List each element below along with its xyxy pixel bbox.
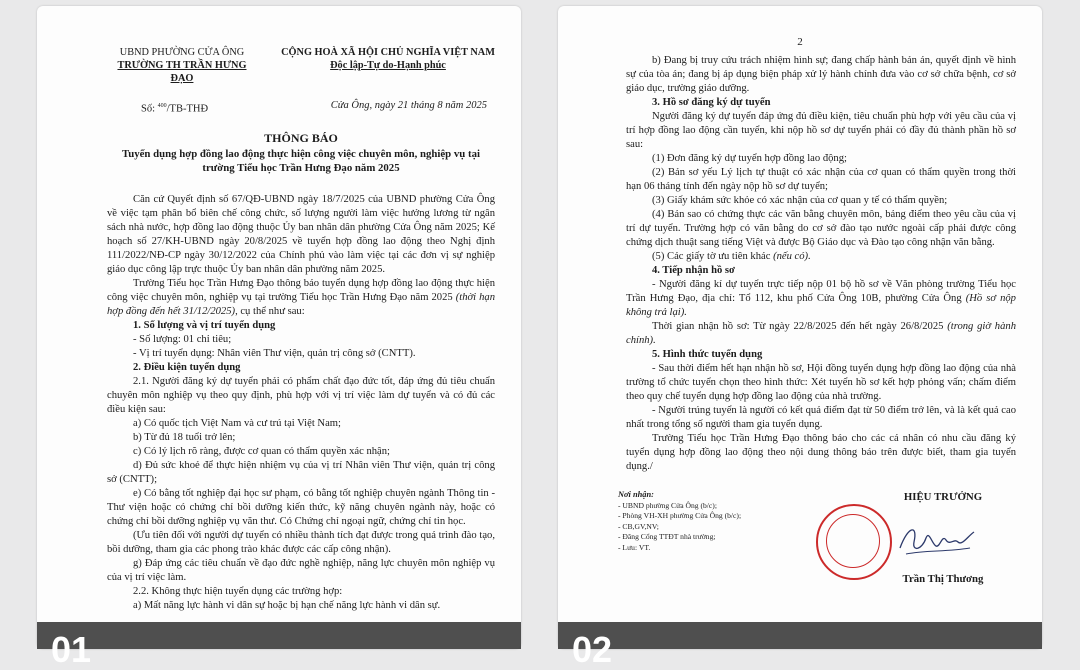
selection-method: - Sau thời điểm hết hạn nhận hồ sơ, Hội đồng tuyển dụng hợp đồng lao động của nhà trường tổ chức tuyển chọn theo hình thức: Xét tuyển hồ sơ kết hợp phỏng vấn; chấm điểm theo quy chế tuyển dụng hợp đồng lao động của nhà trường. xyxy=(626,363,1016,402)
document-item-5 xyxy=(626,250,1016,264)
reference-number xyxy=(141,99,208,117)
recipients-block xyxy=(618,490,818,553)
condition-e: e) Có bằng tốt nghiệp đại học sư phạm, có bằng tốt nghiệp chuyên ngành Thông tin - Thư viện hoặc có chứng chỉ bồi dưỡng kiến thức, kỹ năng chuyên ngành này, hoặc có chứng chỉ bồi dưỡng nghiệp vụ văn thư. Có Chứng chỉ ngoại ngữ, chứng chỉ tin học. xyxy=(107,487,495,527)
page-1-label: 01 xyxy=(51,629,92,670)
submission-location-text: - Người đăng kí dự tuyển trực tiếp nộp 01 bộ hồ sơ về Văn phòng trường Tiểu học Trần Hưng Đạo, địa chỉ: Tổ 112, khu phố Cửa Ông 10B, phường Cửa Ông xyxy=(626,279,1016,304)
page-2-label-bar xyxy=(558,622,1042,670)
nation-line-1: CỘNG HOÀ XÃ HỘI CHỦ NGHĨA VIỆT NAM xyxy=(281,47,495,58)
reference-row xyxy=(107,99,495,117)
document-item-1: (1) Đơn đăng ký dự tuyển hợp đồng lao động; xyxy=(652,153,847,164)
condition-2-1: 2.1. Người đăng ký dự tuyển phải có phẩm chất đạo đức tốt, đáp ứng đủ tiêu chuẩn chuyên môn nghiệp vụ theo quy định, phù hợp với vị trí việc làm dự tuyển và có đủ các điều kiện sau: xyxy=(107,375,495,415)
page-2-content xyxy=(618,54,1016,586)
submission-location-note: (Hồ sơ nộp không trả lại). xyxy=(626,293,1016,318)
seal-inner-ring xyxy=(826,514,880,568)
page-1-content xyxy=(107,46,495,613)
document-item-5-note: (nếu có). xyxy=(773,251,811,262)
ref-prefix: Số: xyxy=(141,103,156,115)
condition-g: g) Đáp ứng các tiêu chuẩn về đạo đức nghề nghiệp, năng lực chuyên môn nghiệp vụ của vị trí việc làm. xyxy=(107,557,495,583)
page-1-label-bar xyxy=(37,622,521,670)
condition-e-note: (Ưu tiên đối với người dự tuyển có nhiều thành tích đạt được trong quá trình đào tạo, bồi dưỡng, tham gia các phong trào khác được các cấp công nhận). xyxy=(107,529,495,555)
recipient-item: - UBND phường Cửa Ông (b/c); xyxy=(618,500,717,510)
doc-subject: Tuyển dụng hợp đồng lao động thực hiện công việc chuyên môn, nghiệp vụ tại trường Tiểu học Trần Hưng Đạo năm 2025 xyxy=(122,147,480,174)
signature-block xyxy=(868,490,1018,585)
section-4-heading: 4. Tiếp nhận hồ sơ xyxy=(652,265,735,276)
official-seal xyxy=(816,504,892,580)
signer-title: HIỆU TRƯỞNG xyxy=(903,491,983,503)
recipient-item: - Lưu: VT. xyxy=(618,542,651,552)
condition-b: b) Từ đủ 18 tuổi trở lên; xyxy=(133,431,236,443)
submission-location xyxy=(626,278,1016,320)
document-page-2 xyxy=(558,6,1042,670)
recipients-label: Nơi nhận: xyxy=(618,490,654,499)
national-motto xyxy=(281,46,495,85)
recipient-item: - Phòng VH-XH phường Cửa Ông (b/c); xyxy=(618,511,742,520)
condition-c: c) Có lý lịch rõ ràng, được cơ quan có thẩm quyền xác nhận; xyxy=(133,445,390,457)
section-2-heading: 2. Điều kiện tuyển dụng xyxy=(133,361,241,373)
nation-line-2: Độc lập-Tự do-Hạnh phúc xyxy=(330,60,446,71)
doc-type-title: THÔNG BÁO xyxy=(264,130,338,145)
section-5-heading: 5. Hình thức tuyển dụng xyxy=(652,349,763,360)
document-item-4: (4) Bản sao có chứng thực các văn bằng chuyên môn, bảng điểm theo yêu cầu của vị trí dự tuyển. Trường hợp có văn bằng do cơ sở đào tạo nước ngoài cấp phải được công chứng dịch thuật sang tiếng Việt và được Bộ Giáo dục và Đào tạo công nhận văn bằng. xyxy=(626,209,1016,248)
document-header xyxy=(107,46,495,85)
section-1-heading: 1. Số lượng và vị trí tuyển dụng xyxy=(133,319,276,331)
winning-criteria: - Người trúng tuyển là người có kết quả điểm đạt từ 50 điểm trở lên, và là kết quả cao nhất trong tổng số người tham gia tuyển dụng. xyxy=(626,405,1016,430)
intro-contract-term: (thời hạn hợp đồng đến hết 31/12/2025) xyxy=(107,291,495,317)
legal-basis-paragraph: Căn cứ Quyết định số 67/QĐ-UBND ngày 18/7/2025 của UBND phường Cửa Ông về việc tạm phân bổ biên chế công chức, số lượng người làm việc hưởng lương từ ngân sách nhà nước, hợp đồng lao động thuộc Ủy ban nhân dân phường Cửa Ông năm 2025; Kế hoạch số 27/KH-UBND ngày 20/8/2025 về tuyển hợp đồng lao động theo Nghị định 111/2022/NĐ-CP ngày 30/12/2022 của Chính phủ vào làm việc tại các đơn vị sự nghiệp giáo dục công lập trực thuộc Ủy ban nhân dân phường năm 2025. xyxy=(107,193,495,275)
submission-time-note: (trong giờ hành chính). xyxy=(626,321,1016,346)
page-1-body xyxy=(107,193,495,613)
documents-intro: Người đăng ký dự tuyển đáp ứng đủ điều kiện, tiêu chuẩn phù hợp với yêu cầu của vị trí hợp đồng lao động cần tuyển, khi nộp hồ sơ dự tuyển phải có đầy đủ thành phần hồ sơ sau: xyxy=(626,111,1016,150)
intro-tail: , cụ thể như sau: xyxy=(235,305,305,317)
place-date: Cửa Ông, ngày 21 tháng 8 năm 2025 xyxy=(330,100,487,111)
ref-suffix: /TB-THĐ xyxy=(166,103,209,115)
exclusion-b: b) Đang bị truy cứu trách nhiệm hình sự; đang chấp hành bản án, quyết định về hình sự của tòa án; đang bị áp dụng biện pháp xử lý hành chính đưa vào cơ sở chữa bệnh, cơ sở giáo dục, trường giáo dưỡng. xyxy=(626,55,1016,94)
org-line-2: TRƯỜNG TH TRẦN HƯNG ĐẠO xyxy=(117,60,247,84)
position-line: - Vị trí tuyển dụng: Nhân viên Thư viện, quản trị công sở (CNTT). xyxy=(133,347,416,359)
condition-2-2: 2.2. Không thực hiện tuyển dụng các trường hợp: xyxy=(133,585,343,597)
condition-d: d) Đủ sức khoẻ để thực hiện nhiệm vụ của vị trí Nhân viên Thư viện, quản trị công sở (CNTT); xyxy=(107,459,495,485)
exclusion-a: a) Mất năng lực hành vi dân sự hoặc bị hạn chế năng lực hành vi dân sự. xyxy=(133,599,441,611)
document-item-3: (3) Giấy khám sức khỏe có xác nhận của cơ quan y tế có thẩm quyền; xyxy=(652,195,948,206)
document-item-2: (2) Bản sơ yếu Lý lịch tự thuật có xác nhận của cơ quan có thẩm quyền trong thời hạn 06 tháng tính đến ngày nộp hồ sơ dự tuyển; xyxy=(626,167,1016,192)
signer-name: Trần Thị Thương xyxy=(902,573,984,585)
submission-time-text: Thời gian nhận hồ sơ: Từ ngày 22/8/2025 đến hết ngày 26/8/2025 xyxy=(652,321,948,332)
recipient-item: - Đăng Cổng TTĐT nhà trường; xyxy=(618,532,716,541)
condition-a: a) Có quốc tịch Việt Nam và cư trú tại Việt Nam; xyxy=(133,417,341,429)
page-number: 2 xyxy=(797,36,803,48)
section-3-heading: 3. Hồ sơ đăng ký dự tuyển xyxy=(652,97,771,108)
signature-block-row xyxy=(618,490,1016,586)
page-2-label: 02 xyxy=(572,629,613,670)
submission-time xyxy=(626,320,1016,348)
intro-text: Trường Tiểu học Trần Hưng Đạo thông báo tuyển dụng hợp đồng lao động thực hiện công việc chuyên môn, nghiệp vụ tại trường Tiểu học Trần Hưng Đạo năm 2025 xyxy=(107,277,495,303)
handwritten-signature xyxy=(896,520,978,560)
quantity-line: - Số lượng: 01 chỉ tiêu; xyxy=(133,333,232,345)
recipient-item: - CB,GV,NV; xyxy=(618,521,659,531)
ref-number-handwritten: 400 xyxy=(157,103,167,109)
issuing-organization xyxy=(107,46,257,85)
org-line-1: UBND PHƯỜNG CỬA ÔNG xyxy=(119,47,245,58)
closing-paragraph: Trường Tiểu học Trần Hưng Đạo thông báo cho các cá nhân có nhu cầu đăng ký tuyển dụng hợp đồng lao động theo nội dung thông báo trên được biết, tham gia tuyển dụng./ xyxy=(626,433,1016,472)
document-item-5-text: (5) Các giấy tờ ưu tiên khác xyxy=(652,251,774,262)
intro-paragraph xyxy=(107,277,495,319)
document-page-1 xyxy=(37,6,521,670)
